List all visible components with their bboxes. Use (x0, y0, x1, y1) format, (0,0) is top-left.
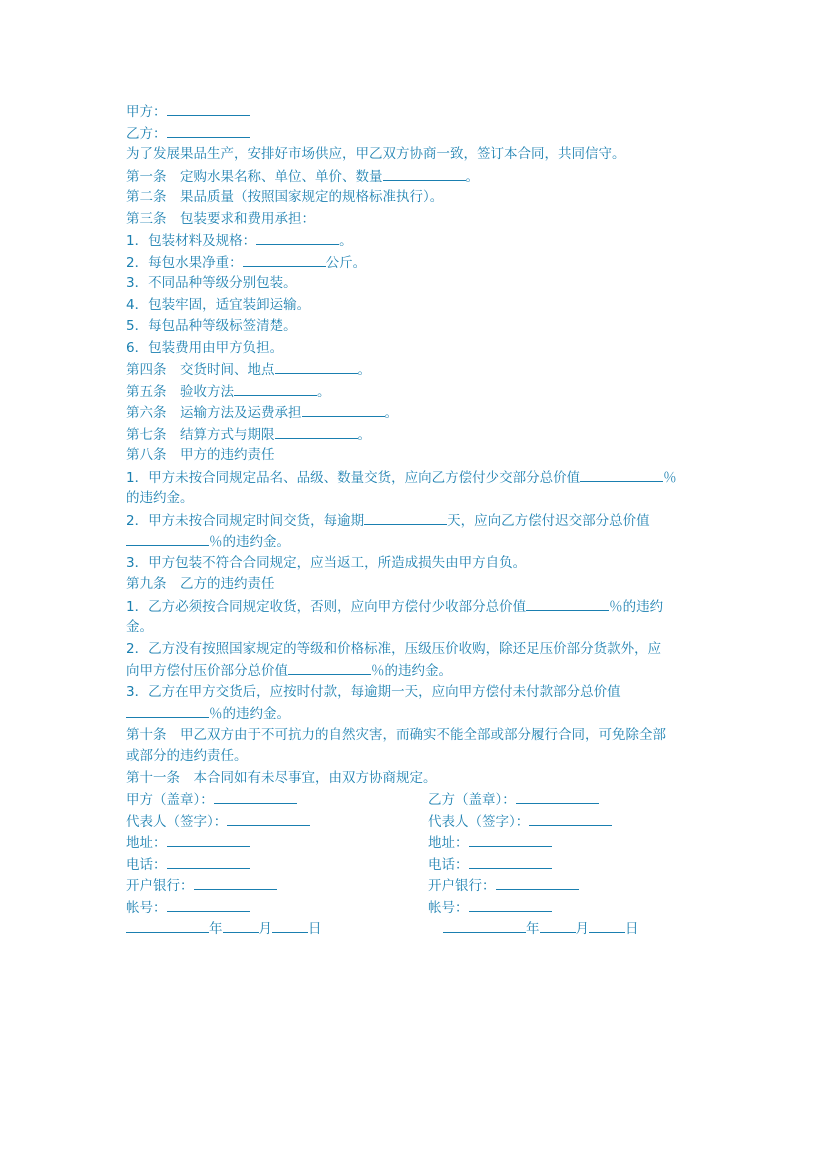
party-a-bank-blank[interactable] (194, 875, 277, 890)
article-3-item-5: 5．每包品种等级标签清楚。 (126, 318, 297, 334)
party-b-rep-label: 代表人（签字）： (428, 813, 530, 830)
signature-account-row (126, 897, 706, 919)
article-9-item-2: 2．乙方没有按照国家规定的等级和价格标准，压级压价收购，除还足压价部分货款外，应 (126, 640, 662, 657)
party-b-blank[interactable] (167, 123, 250, 138)
contract-body (126, 101, 706, 940)
article-7-text: 第七条 结算方式与期限 (126, 426, 275, 443)
party-a-year-blank[interactable] (126, 918, 209, 933)
month-label: 月 (258, 921, 272, 937)
article-6 (126, 402, 706, 424)
party-a-line (126, 101, 706, 123)
month-label: 月 (575, 921, 589, 937)
article-9-item-3-cont (126, 703, 706, 725)
article-3-item-1-text: 1．包装材料及规格： (126, 233, 257, 249)
party-b-address-blank[interactable] (469, 832, 552, 847)
party-b-day-blank[interactable] (589, 918, 625, 933)
party-a-address-blank[interactable] (167, 832, 250, 847)
article-8-item-1 (126, 467, 706, 489)
party-a-rep-label: 代表人（签字）： (126, 813, 228, 830)
party-a-rep-blank[interactable] (227, 811, 310, 826)
party-b-bank-blank[interactable] (496, 875, 579, 890)
article-9-item-2-blank[interactable] (288, 660, 371, 675)
article-9: 第九条 乙方的违约责任 (126, 576, 275, 592)
signature-address-row (126, 832, 706, 854)
party-b-address-label: 地址： (428, 835, 469, 851)
intro-paragraph: 为了发展果品生产，安排好市场供应，甲乙双方协商一致，签订本合同，共同信守。 (126, 146, 626, 162)
article-8-item-2-percent-blank[interactable] (126, 531, 209, 546)
signature-seal-row (126, 789, 706, 811)
party-a-account-blank[interactable] (167, 897, 250, 912)
article-1-text: 第一条 定购水果名称、单位、单价、数量 (126, 168, 383, 185)
party-a-seal-blank[interactable] (214, 789, 297, 804)
article-8-item-2-days-blank[interactable] (364, 510, 447, 525)
article-7 (126, 424, 706, 446)
article-3-item-1-blank[interactable] (256, 230, 339, 245)
party-a-phone-label: 电话： (126, 856, 167, 873)
period: 。 (317, 383, 331, 400)
article-8-item-3: 3．甲方包装不符合合同规定，应当返工，所造成损失由甲方自负。 (126, 554, 527, 571)
party-b-label: 乙方： (126, 125, 167, 142)
article-9-item-3-text-b: ％的违约金。 (209, 706, 290, 722)
period: 。 (339, 233, 353, 249)
article-5 (126, 381, 706, 403)
party-a-label: 甲方： (126, 104, 167, 120)
party-b-phone-blank[interactable] (469, 854, 552, 869)
party-b-month-blank[interactable] (540, 918, 576, 933)
article-3-item-2-unit: 公斤。 (325, 254, 367, 271)
article-8-item-2-text-b: 天，应向乙方偿付迟交部分总价值 (447, 512, 650, 529)
article-1-blank[interactable] (383, 166, 466, 181)
article-9-item-1 (126, 596, 706, 618)
party-b-seal-blank[interactable] (516, 789, 599, 804)
party-a-address-label: 地址： (126, 835, 167, 851)
article-8-item-2-cont (126, 531, 706, 553)
article-8-item-1-text: 1．甲方未按合同规定品名、品级、数量交货，应向乙方偿付少交部分总价值 (126, 469, 581, 486)
article-6-blank[interactable] (302, 402, 385, 417)
party-a-month-blank[interactable] (223, 918, 259, 933)
day-label: 日 (308, 921, 322, 937)
article-8-item-2-text-c: ％的违约金。 (209, 534, 290, 550)
article-9-item-2-text-c: ％的违约金。 (371, 663, 452, 679)
party-b-year-blank[interactable] (443, 918, 526, 933)
signature-rep-row (126, 811, 706, 833)
period: 。 (357, 362, 371, 378)
article-1 (126, 166, 706, 188)
period: 。 (465, 168, 479, 185)
party-a-account-label: 帐号： (126, 899, 167, 916)
day-label: 日 (625, 921, 639, 937)
period: 。 (384, 405, 398, 421)
article-3-item-6: 6．包装费用由甲方负担。 (126, 339, 284, 356)
year-label: 年 (526, 921, 540, 937)
article-5-text: 第五条 验收方法 (126, 383, 234, 400)
article-9-item-1-cont: 金。 (126, 619, 153, 635)
article-3: 第三条 包装要求和费用承担： (126, 210, 315, 227)
article-4 (126, 359, 706, 381)
article-4-text: 第四条 交货时间、地点 (126, 362, 275, 378)
article-3-item-3: 3．不同品种等级分别包装。 (126, 275, 297, 291)
signature-phone-row (126, 854, 706, 876)
party-b-account-label: 帐号： (428, 899, 469, 916)
party-b-phone-label: 电话： (428, 856, 469, 873)
signature-bank-row (126, 875, 706, 897)
article-8-item-1-blank[interactable] (580, 467, 663, 482)
party-b-rep-blank[interactable] (529, 811, 612, 826)
article-2: 第二条 果品质量（按照国家规定的规格标准执行）。 (126, 189, 444, 205)
party-b-seal-label: 乙方（盖章）： (428, 792, 516, 808)
article-10: 第十条 甲乙双方由于不可抗力的自然灾害，而确实不能全部或部分履行合同，可免除全部 (126, 726, 666, 743)
party-b-line (126, 123, 706, 145)
article-3-item-1 (126, 230, 706, 252)
article-3-item-2 (126, 252, 706, 274)
article-8-item-2 (126, 510, 706, 532)
article-9-item-3: 3．乙方在甲方交货后，应按时付款，每逾期一天，应向甲方偿付未付款部分总价值 (126, 683, 621, 700)
article-3-item-4: 4．包装牢固，适宜装卸运输。 (126, 296, 311, 313)
article-8-item-2-text: 2．甲方未按合同规定时间交货，每逾期 (126, 512, 365, 529)
party-a-phone-blank[interactable] (167, 854, 250, 869)
article-3-item-2-blank[interactable] (243, 252, 326, 267)
year-label: 年 (209, 921, 223, 937)
article-3-item-2-text: 2．每包水果净重： (126, 254, 243, 271)
party-a-blank[interactable] (167, 101, 250, 116)
party-b-bank-label: 开户银行： (428, 878, 496, 894)
party-a-day-blank[interactable] (272, 918, 308, 933)
article-9-item-1-text: 1．乙方必须按合同规定收货，否则，应向甲方偿付少收部分总价值 (126, 598, 527, 615)
party-a-seal-label: 甲方（盖章）： (126, 792, 214, 808)
percent-sign: ％ (663, 469, 677, 486)
party-a-bank-label: 开户银行： (126, 878, 194, 894)
party-b-account-blank[interactable] (469, 897, 552, 912)
article-9-item-2-cont (126, 660, 706, 682)
article-9-item-1-blank[interactable] (526, 596, 609, 611)
signature-date-row (126, 918, 706, 940)
article-11: 第十一条 本合同如有未尽事宜，由双方协商规定。 (126, 769, 437, 786)
article-6-text: 第六条 运输方法及运费承担 (126, 405, 302, 421)
article-9-item-3-blank[interactable] (126, 703, 209, 718)
article-10-cont: 或部分的违约责任。 (126, 748, 248, 764)
article-9-item-1-text-b: ％的违约 (609, 598, 664, 615)
article-7-blank[interactable] (275, 424, 358, 439)
article-8-item-1-cont: 的违约金。 (126, 490, 194, 506)
article-9-item-2-text-b: 向甲方偿付压价部分总价值 (126, 663, 288, 679)
article-8: 第八条 甲方的违约责任 (126, 447, 275, 463)
article-5-blank[interactable] (234, 381, 317, 396)
article-4-blank[interactable] (275, 359, 358, 374)
period: 。 (357, 426, 371, 443)
